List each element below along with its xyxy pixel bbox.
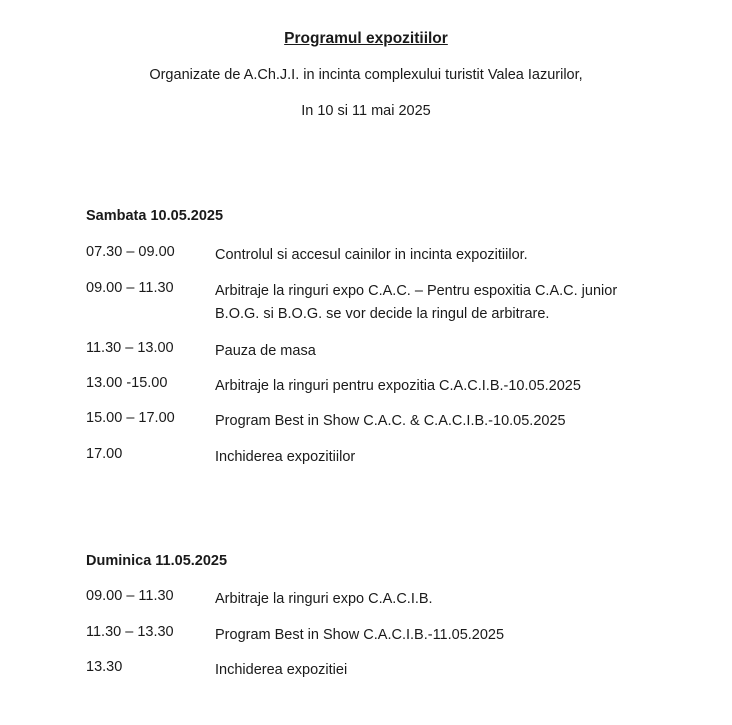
schedule-desc-line: Controlul si accesul cainilor in incinta expozitiilor. <box>215 247 528 263</box>
schedule-time: 11.30 – 13.30 <box>86 624 174 640</box>
schedule-desc-line: Pauza de masa <box>215 343 316 359</box>
subtitle-organizer: Organizate de A.Ch.J.I. in incinta complexului turistit Valea Iazurilor, <box>149 67 583 83</box>
schedule-desc-line: Program Best in Show C.A.C. & C.A.C.I.B.-10.05.2025 <box>215 413 566 429</box>
schedule-desc-line: Arbitraje la ringuri pentru expozitia C.A.C.I.B.-10.05.2025 <box>215 378 581 394</box>
day-heading-sunday: Duminica 11.05.2025 <box>86 553 228 569</box>
schedule-desc-line: Program Best in Show C.A.C.I.B.-11.05.2025 <box>215 627 505 643</box>
schedule-time: 07.30 – 09.00 <box>86 244 175 260</box>
schedule-desc <box>215 410 655 433</box>
page-title: Programul expozitiilor <box>284 30 448 47</box>
schedule-desc <box>215 375 655 398</box>
schedule-time: 09.00 – 11.30 <box>86 588 174 604</box>
schedule-time: 13.00 -15.00 <box>86 375 168 391</box>
schedule-desc <box>215 588 655 611</box>
day-heading-saturday: Sambata 10.05.2025 <box>86 208 224 224</box>
schedule-desc <box>215 244 655 267</box>
schedule-desc <box>215 446 655 469</box>
schedule-desc-line: Arbitraje la ringuri expo C.A.C. – Pentru espoxitia C.A.C. junior <box>215 283 618 299</box>
schedule-time: 15.00 – 17.00 <box>86 410 175 426</box>
schedule-time: 17.00 <box>86 446 123 462</box>
schedule-desc <box>215 624 655 647</box>
schedule-desc <box>215 340 655 363</box>
schedule-desc <box>215 659 655 682</box>
schedule-desc <box>215 280 655 326</box>
schedule-desc-line: Inchiderea expozitiei <box>215 662 348 678</box>
schedule-desc-line: Arbitraje la ringuri expo C.A.C.I.B. <box>215 591 433 607</box>
schedule-time: 11.30 – 13.00 <box>86 340 174 356</box>
subtitle-dates: In 10 si 11 mai 2025 <box>301 103 431 119</box>
schedule-desc-line: Inchiderea expozitiilor <box>215 449 356 465</box>
schedule-desc-line: B.O.G. si B.O.G. se vor decide la ringul de arbitrare. <box>215 306 550 322</box>
schedule-time: 09.00 – 11.30 <box>86 280 174 296</box>
schedule-time: 13.30 <box>86 659 123 675</box>
